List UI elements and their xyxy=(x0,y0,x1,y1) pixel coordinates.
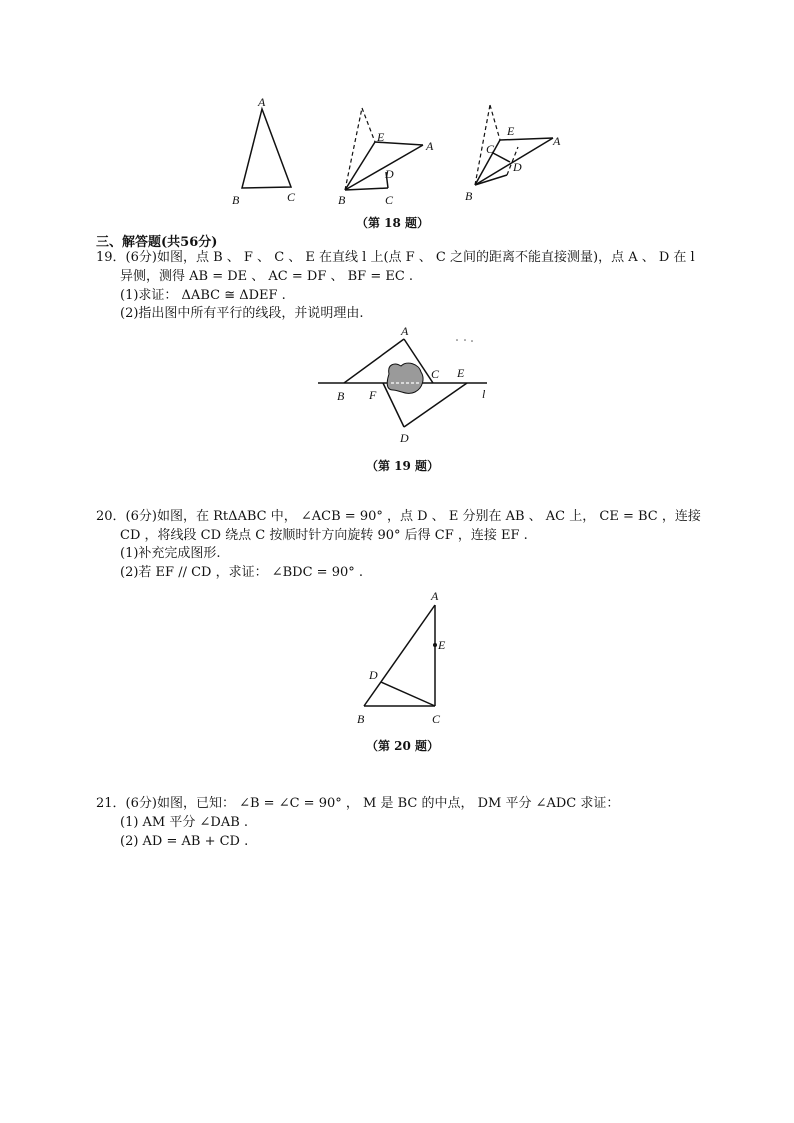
q20-line2: CD ，将线段 CD 绕点 C 按顺时针方向旋转 90° 后得 CF ，连接 EF . xyxy=(120,528,528,543)
fig20-label-b: B xyxy=(357,712,365,726)
fig18-p2-label-b: B xyxy=(338,193,346,207)
fig18-caption: （第 18 题） xyxy=(356,216,430,230)
fig18-p1-label-b: B xyxy=(232,193,240,207)
q20-part1: (1)补充完成图形. xyxy=(120,546,221,561)
fig19-label-c: C xyxy=(431,367,440,381)
q19-part2: (2)指出图中所有平行的线段，并说明理由. xyxy=(120,306,364,321)
fig19-label-e: E xyxy=(457,366,465,380)
figure-20 xyxy=(350,585,460,730)
fig18-p2-label-c: C xyxy=(385,193,394,207)
fig20-label-a: A xyxy=(431,589,439,603)
fig19-caption: （第 19 题） xyxy=(366,459,440,473)
fig18-panel3 xyxy=(465,105,561,203)
q20-line1: 20．(6分)如图，在 RtΔABC 中， ∠ACB = 90° ，点 D 、 E 分别在 AB 、 AC 上， CE = BC ，连接 xyxy=(96,509,701,524)
q20-part2: (2)若 EF // CD ，求证： ∠BDC = 90° . xyxy=(120,565,363,580)
fig20-label-d: D xyxy=(369,668,378,682)
fig18-p2-label-d: D xyxy=(385,167,394,181)
fig19-label-l: l xyxy=(482,387,486,401)
section-heading: 三、解答题(共56分) xyxy=(96,235,218,250)
q19-part1: (1)求证： ΔABC ≅ ΔDEF . xyxy=(120,288,286,303)
figure-18 xyxy=(225,95,575,215)
fig20-label-c: C xyxy=(432,712,441,726)
fig18-p1-label-c: C xyxy=(287,190,296,204)
fig18-panel2 xyxy=(338,108,434,207)
fig19-label-a: A xyxy=(401,324,409,338)
fig18-p3-label-b: B xyxy=(465,189,473,203)
fig20-caption: （第 20 题） xyxy=(366,739,440,753)
fig18-p3-label-e: E xyxy=(507,124,515,138)
fig18-p2-label-e: E xyxy=(377,130,385,144)
fig18-p3-label-c: C xyxy=(486,142,495,156)
q19-line2: 异侧，测得 AB = DE 、 AC = DF 、 BF = EC . xyxy=(120,269,414,284)
fig19-label-b: B xyxy=(337,389,345,403)
fig19-label-d: D xyxy=(400,431,409,445)
figure-19 xyxy=(315,320,490,450)
q21-line1: 21．(6分)如图，已知： ∠B = ∠C = 90° ， M 是 BC 的中点， DM 平分 ∠ADC 求证： xyxy=(96,796,620,811)
fig18-p3-label-d: D xyxy=(513,160,522,174)
fig18-p2-label-a: A xyxy=(426,139,434,153)
q21-part2: (2) AD = AB + CD . xyxy=(120,834,249,849)
fig18-p3-label-a: A xyxy=(553,134,561,148)
fig20-label-e: E xyxy=(438,638,446,652)
fig19-label-f: F xyxy=(369,388,377,402)
fig18-panel1 xyxy=(232,95,296,207)
q21-part1: (1) AM 平分 ∠DAB . xyxy=(120,815,249,830)
q19-line1: 19．(6分)如图，点 B 、 F 、 C 、 E 在直线 l 上(点 F 、 C 之间的距离不能直接测量)，点 A 、 D 在 l xyxy=(96,250,695,265)
fig18-p1-label-a: A xyxy=(258,95,266,109)
